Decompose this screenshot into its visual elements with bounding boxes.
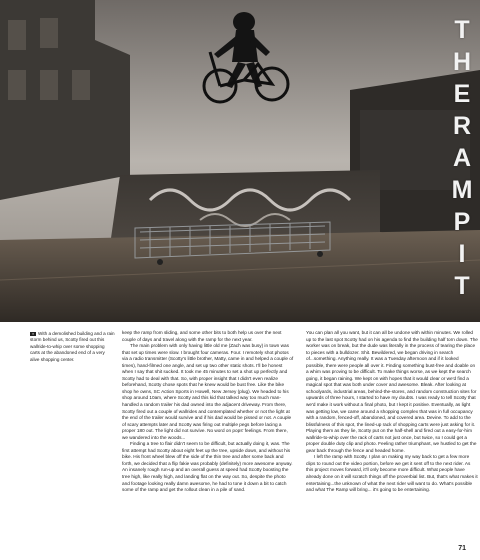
photo-caption — [30, 331, 115, 363]
caption-marker-icon: ≡ — [31, 331, 35, 336]
headline-letter: E — [453, 80, 471, 108]
caption-text: With a demolished building and a rain storm behind us, Scotty fired out this wallride-to-whip over some shopping carts at the abandoned end of a very alive shopping center. — [30, 331, 115, 362]
headline-letter: H — [452, 48, 472, 76]
headline-letter: I — [458, 240, 466, 268]
paragraph: The main problem with only having little old me (Zach was busy) in town was that set up times were slow. I brought four cameras. Four. I remotely shot photos via a radio transmitter (Scotty's little brother, Matty, came in and helped a couple of times), hand-filmed one angle, and set up two other static shots. I'll be honest when I say that shit sucked. It took me 45 minutes to set a shot up perfectly and Scotty had to deal with that. So, with proper insight that I didn't even realize beforehand, Scotty chose spots that he knew would be bust free. Like the bike shop he owns, SC Action Sports in Howell, New Jersey (plug). We headed to his shop around 10am, where Scotty and this kid that talked way too much man-handled a random trailer his dad owned into the adjacent driveway. From there, Scotty fired out a couple of wallrides and contemplated whether or not the light at the end of the trailer would survive and if his dad would be pissed or not. A couple of scary attempts later and Scotty was firing out multiple pegs before lacing a proper 180 out. The light did not survive. No word on pops' feelings. From there, we wandered into the woods... — [122, 343, 294, 440]
paragraph: You can plan all you want, but it can all be undone with within minutes. We rolled up to the last spot Scotty had on his agenda to find the building half torn down. The worker was on break, but the dude was literally in the process of tearing the place to pieces with a bulldozer. Shit. Bewildered, we began driving in search of...something. Anything really. It was a Tuesday afternoon and if it looked possible, there were people all over it. Finding something bust-free and doable on a whim was proving to be difficult. To make things worse, as we kept the search going, it began raining. We kept on with hopes that it would clear or we'd find a magical spot that was both under cover and awesome. Bleak. After looking at schoolyards, industrial areas, behind-the-stores, and random construction sites for upwards of three hours, I started to have my doubts. I was ready to tell Scotty that we'd make it work without a final photo, but I kept it positive. Eventually, as light was getting low, we came around a shopping complex that was in full occupancy with a random, fenced-off, abandoned, and covered area. Devine. To add to the blissfulness of this spot, the lined-up rack of shopping carts were just asking for it. Playing them as they lie, Scotty put on the half-shell and fired out a easy-for-him wallride-to-whip over the rack of carts not just once, but twice, so I could get a proper double duty clip and photo. Feeling rather triumphant, we hustled to get the gear back through the fence and headed home. — [306, 330, 478, 453]
headline-letter: M — [451, 176, 473, 204]
paragraph: I left the ramp with Scotty. I plan on making my way back to get a few more clips to round out the video portion, before we get it sent off to the next rider. As this project moves forward, it'll only become more difficult. What people have already done on it will scratch things off the proverbial list. But, that's what makes it entertaining...the unknown of what the next rider will want to do. What's possible and what The Ramp will bring... it's going to be entertaining. — [306, 454, 478, 493]
article-headline-vertical — [450, 14, 474, 302]
article-column-1 — [122, 330, 294, 494]
paragraph: Finding a tree to flair didn't seem to be difficult, but actually doing it, was. The first attempt had Scotty about eight feet up the tree, upside down, and without his bike. His front wheel blew off the side of the thin tree and after some back and forth, we decided that a flip fakie was probably (definitely) more awesome anyway. An insanely rough run-up and an overall guess at speed had Scotty boosting the tree high, like really high, and landing flat on the way out. So, despite the photo and footage looking really damn awesome, he had to tone it down a bit to catch some of the ramp and get the rollout clean in a pile of sand. — [122, 441, 293, 493]
article-column-2 — [306, 330, 478, 494]
paragraph: keep the ramp from sliding, and some other bits to both help us over the next couple of days and travel along with the ramp for the next year. — [122, 330, 282, 342]
headline-letter: T — [454, 16, 470, 44]
headline-letter: P — [453, 208, 471, 236]
page-number: 71 — [458, 545, 466, 552]
headline-letter: R — [452, 112, 472, 140]
headline-letter: T — [454, 272, 470, 300]
headline-letter: A — [452, 144, 472, 172]
